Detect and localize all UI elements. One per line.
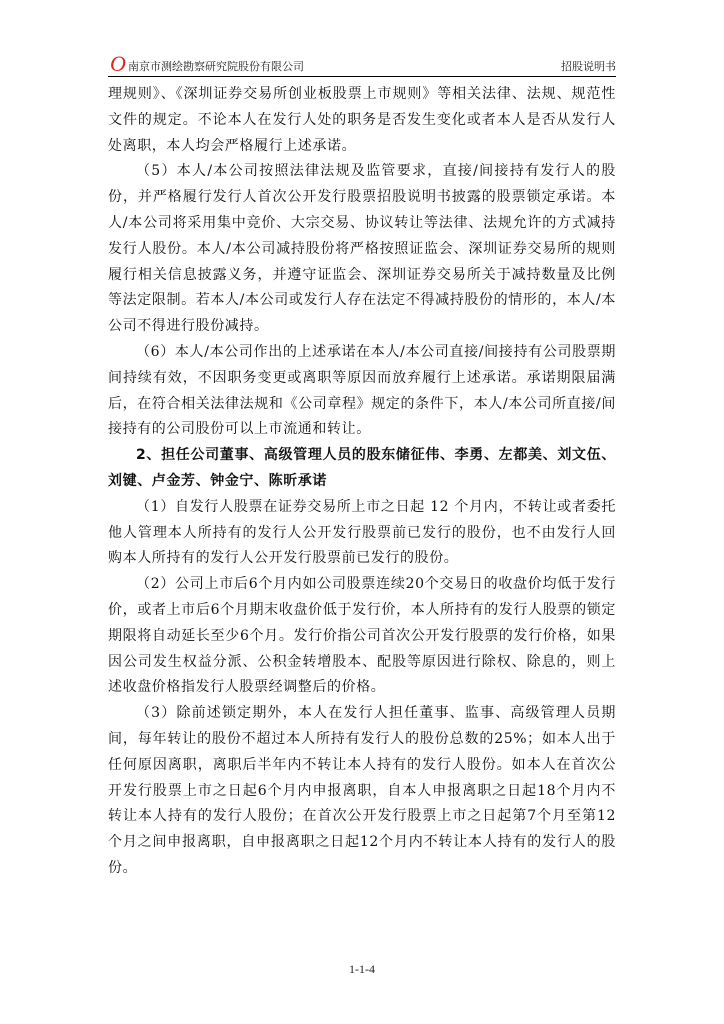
paragraph-item-6: （6）本人/本公司作出的上述承诺在本人/本公司直接/间接持有公司股票期间持续有效，不因职务变更或离职等原因而放弃履行上述承诺。承诺期限届满后，在符合相关法律法规和《公司章程》规定的条件下，本人/本公司所直接/间接持有的公司股份可以上市流通和转让。 xyxy=(108,343,616,438)
page-header xyxy=(108,48,616,77)
section-heading: 2、担任公司董事、高级管理人员的股东储征伟、李勇、左都美、刘文伍、刘键、卢金芳、钟金宁、陈昕承诺 xyxy=(108,447,616,489)
paragraph-continuation: 理规则》、《深圳证券交易所创业板股票上市规则》等相关法律、法规、规范性文件的规定。不论本人在发行人处的职务是否发生变化或者本人是否从发行人处离职，本人均会严格履行上述承诺。 xyxy=(108,86,616,154)
paragraph-item-5: （5）本人/本公司按照法律法规及监管要求，直接/间接持有发行人的股份，并严格履行发行人首次公开发行股票招股说明书披露的股票锁定承诺。本人/本公司将采用集中竞价、大宗交易、协议转让等法律、法规允许的方式减持发行人股份。本人/本公司减持股份将严格按照证监会、深圳证券交易所的规则履行相关信息披露义务，并遵守证监会、深圳证券交易所关于减持数量及比例等法定限制。若本人/本公司或发行人存在法定不得减持股份的情形的，本人/本公司不得进行股份减持。 xyxy=(108,163,616,335)
page-number: 1-1-4 xyxy=(349,962,375,976)
paragraph-item-3: （3）除前述锁定期外，本人在发行人担任董事、监事、高级管理人员期间，每年转让的股份不超过本人所持有发行人的股份总数的25%；如本人出于任何原因离职，离职后半年内不转让本人持有的发行人股份。如本人在首次公开发行股票上市之日起6个月内申报离职，自本人申报离职之日起18个月内不转让本人持有的发行人股份；在首次公开发行股票上市之日起第7个月至第12个月之间申报离职，自申报离职之日起12个月内不转让本人持有的发行人的股份。 xyxy=(108,705,616,876)
document-type: 招股说明书 xyxy=(561,60,616,73)
paragraph-item-1: （1）自发行人股票在证券交易所上市之日起 12 个月内，不转让或者委托他人管理本人所持有的发行人公开发行股票前已发行的股份，也不由发行人回购本人所持有的发行人公开发行股票前已发行的股份。 xyxy=(108,498,616,567)
paragraph-item-2: （2）公司上市后6个月内如公司股票连续20个交易日的收盘价均低于发行价，或者上市后6个月期末收盘价低于发行价，本人所持有的发行人股票的锁定期限将自动延长至少6个月。发行价指公司首次公开发行股票的发行价格，如果因公司发生权益分派、公积金转增股本、配股等原因进行除权、除息的，则上述收盘价格指发行人股票经调整后的价格。 xyxy=(108,576,616,696)
company-name: 南京市测绘勘察研究院股份有限公司 xyxy=(128,60,304,73)
document-body xyxy=(108,82,616,882)
company-logo-icon: O xyxy=(110,51,126,76)
